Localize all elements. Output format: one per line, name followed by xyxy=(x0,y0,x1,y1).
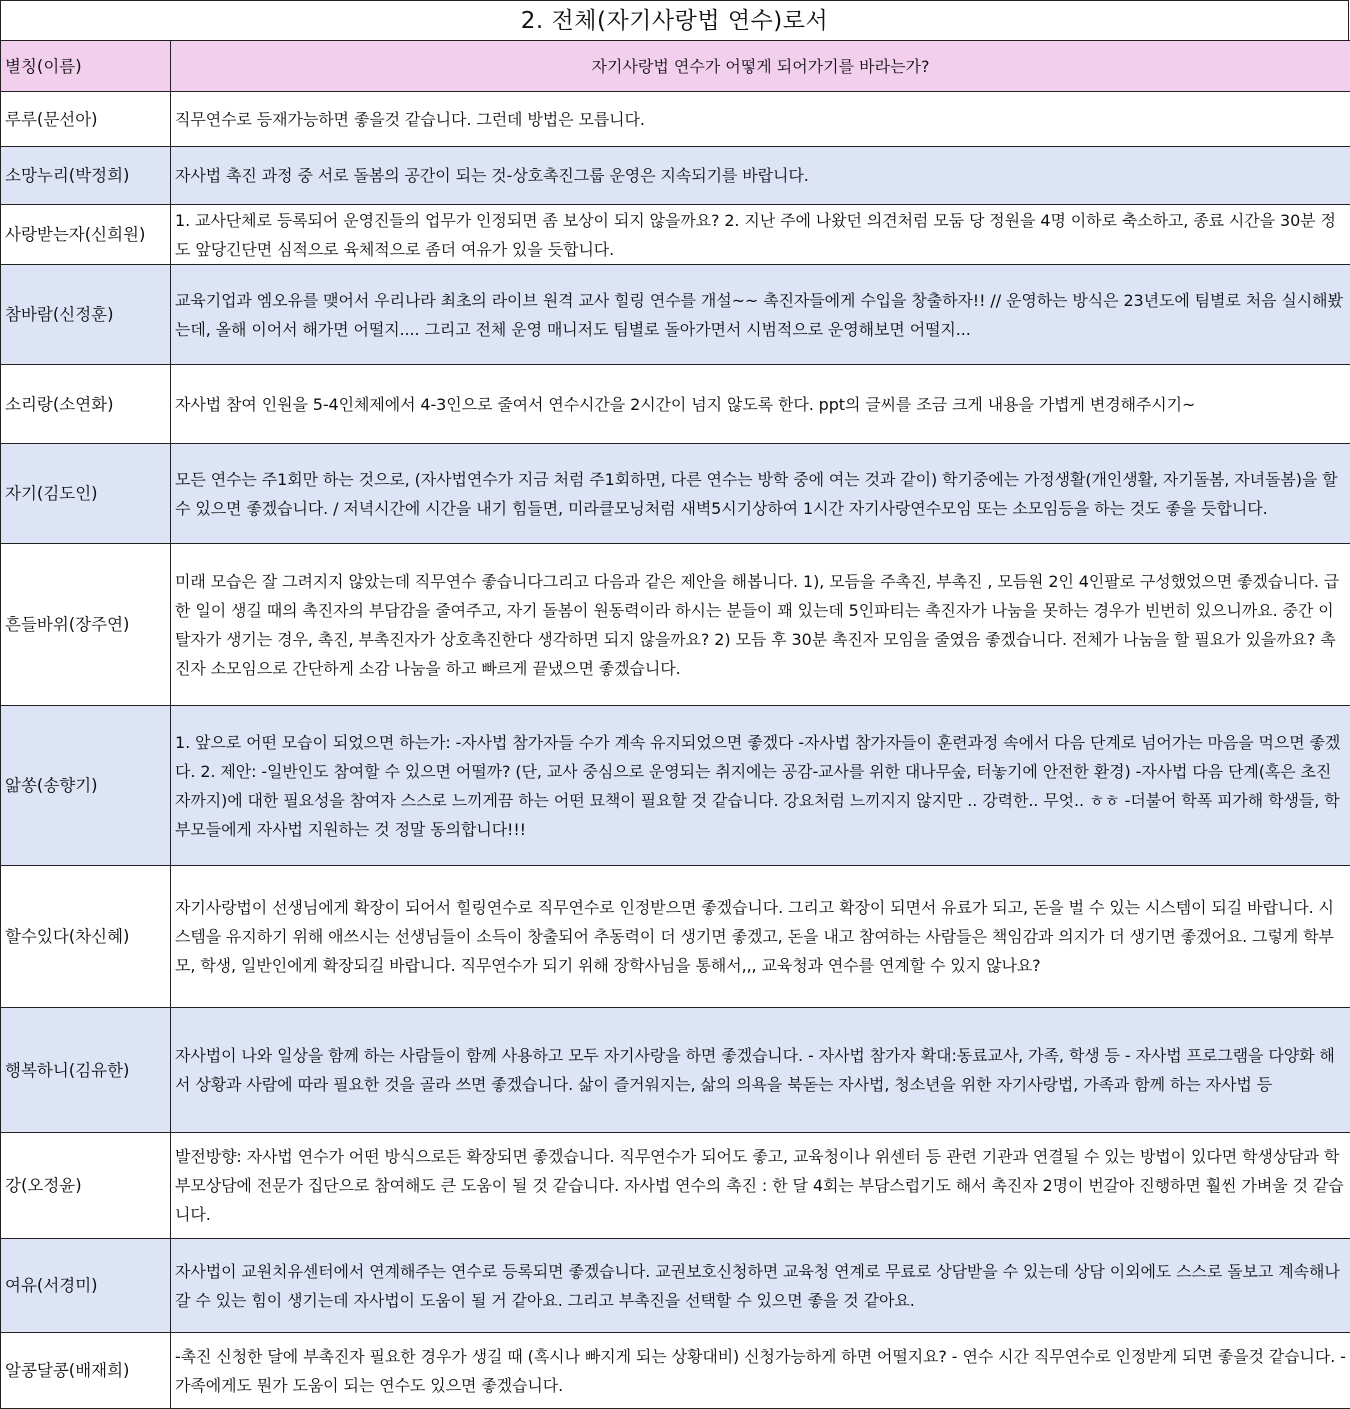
name-cell[interactable]: 앎쏭(송향기) xyxy=(1,706,171,866)
response-cell[interactable]: 자사법 촉진 과정 중 서로 돌봄의 공간이 되는 것-상호촉진그룹 운영은 지속되기를 바랍니다. xyxy=(171,147,1350,205)
table-row xyxy=(1,365,1350,444)
response-cell[interactable]: 자사법이 나와 일상을 함께 하는 사람들이 함께 사용하고 모두 자기사랑을 하면 좋겠습니다. - 자사법 참가자 확대:동료교사, 가족, 학생 등 - 자사법 프로그램을 다양화 해서 상황과 사람에 따라 필요한 것을 골라 쓰면 좋겠습니다. 삶이 즐거워지는, 삶의 의욕을 북돋는 자사법, 청소년을 위한 자기사랑법, 가족과 함께 하는 자사법 등 xyxy=(171,1008,1350,1133)
response-cell[interactable]: 교육기업과 엠오유를 맺어서 우리나라 최초의 라이브 원격 교사 힐링 연수를 개설~~ 촉진자들에게 수입을 창출하자!! // 운영하는 방식은 23년도에 팀별로 처음 실시해봤는데, 올해 이어서 해가면 어떨지.... 그리고 전체 운영 매니저도 팀별로 돌아가면서 시범적으로 운영해보면 어떨지... xyxy=(171,265,1350,365)
table-row xyxy=(1,205,1350,265)
name-cell[interactable]: 참바람(신정훈) xyxy=(1,265,171,365)
response-cell[interactable]: 1. 교사단체로 등록되어 운영진들의 업무가 인정되면 좀 보상이 되지 않을까요? 2. 지난 주에 나왔던 의견처럼 모둠 당 정원을 4명 이하로 축소하고, 종료 시간을 30분 정도 앞당긴단면 심적으로 육체적으로 좀더 여유가 있을 듯합니다. xyxy=(171,205,1350,265)
sheet-title: 2. 전체(자기사랑법 연수)로서 xyxy=(0,0,1349,40)
name-cell[interactable]: 행복하니(김유한) xyxy=(1,1008,171,1133)
table-row xyxy=(1,1008,1350,1133)
table-row xyxy=(1,444,1350,544)
table-header-row xyxy=(1,41,1350,92)
table-row xyxy=(1,706,1350,866)
response-cell[interactable]: 자사법 참여 인원을 5-4인체제에서 4-3인으로 줄여서 연수시간을 2시간이 넘지 않도록 한다. ppt의 글씨를 조금 크게 내용을 가볍게 변경해주시기~ xyxy=(171,365,1350,444)
response-cell[interactable]: 1. 앞으로 어떤 모습이 되었으면 하는가: -자사법 참가자들 수가 계속 유지되었으면 좋겠다 -자사법 참가자들이 훈련과정 속에서 다음 단계로 넘어가는 마음을 먹으면 좋겠다. 2. 제안: -일반인도 참여할 수 있으면 어떨까? (단, 교사 중심으로 운영되는 취지에는 공감-교사를 위한 대나무숲, 터놓기에 안전한 환경) -자사법 다음 단계(혹은 초진자까지)에 대한 필요성을 참여자 스스로 느끼게끔 하는 어떤 묘책이 필요할 것 같습니다. 강요처럼 느끼지지 않지만 .. 강력한.. 무엇.. ㅎㅎ -더불어 학폭 피가해 학생들, 학부모들에게 자사법 지원하는 것 정말 동의합니다!!! xyxy=(171,706,1350,866)
name-cell[interactable]: 흔들바위(장주연) xyxy=(1,544,171,706)
survey-table xyxy=(0,40,1350,1409)
response-cell[interactable]: 발전방향: 자사법 연수가 어떤 방식으로든 확장되면 좋겠습니다. 직무연수가 되어도 좋고, 교육청이나 위센터 등 관련 기관과 연결될 수 있는 방법이 있다면 학생상담과 학부모상담에 전문가 집단으로 참여해도 큰 도움이 될 것 같습니다. 자사법 연수의 촉진 : 한 달 4회는 부담스럽기도 해서 촉진자 2명이 번갈아 진행하면 훨씬 가벼울 것 같습니다. xyxy=(171,1133,1350,1239)
response-cell[interactable]: 직무연수로 등재가능하면 좋을것 같습니다. 그런데 방법은 모릅니다. xyxy=(171,92,1350,147)
name-cell[interactable]: 강(오정윤) xyxy=(1,1133,171,1239)
table-row xyxy=(1,265,1350,365)
response-cell[interactable]: 미래 모습은 잘 그려지지 않았는데 직무연수 좋습니다그리고 다음과 같은 제안을 해봅니다. 1), 모듬을 주촉진, 부촉진 , 모듬원 2인 4인팔로 구성했었으면 좋겠습니다. 급한 일이 생길 때의 촉진자의 부담감을 줄여주고, 자기 돌봄이 원동력이라 하시는 분들이 꽤 있는데 5인파티는 촉진자가 나눔을 못하는 경우가 빈번히 있으니까요. 중간 이탈자가 생기는 경우, 촉진, 부촉진자가 상호촉진한다 생각하면 되지 않을까요? 2) 모듬 후 30분 촉진자 모임을 줄였음 좋겠습니다. 전체가 나눔을 할 필요가 있을까요? 촉진자 소모임으로 간단하게 소감 나눔을 하고 빠르게 끝냈으면 좋겠습니다. xyxy=(171,544,1350,706)
table-row xyxy=(1,1239,1350,1333)
name-cell[interactable]: 소망누리(박정희) xyxy=(1,147,171,205)
name-cell[interactable]: 루루(문선아) xyxy=(1,92,171,147)
response-cell[interactable]: -촉진 신청한 달에 부촉진자 필요한 경우가 생길 때 (혹시나 빠지게 되는 상황대비) 신청가능하게 하면 어떨지요? - 연수 시간 직무연수로 인정받게 되면 좋을것 같습니다. -가족에게도 뭔가 도움이 되는 연수도 있으면 좋겠습니다. xyxy=(171,1333,1350,1409)
response-cell[interactable]: 자기사랑법이 선생님에게 확장이 되어서 힐링연수로 직무연수로 인정받으면 좋겠습니다. 그리고 확장이 되면서 유료가 되고, 돈을 벌 수 있는 시스템이 되길 바랍니다. 시스템을 유지하기 위해 애쓰시는 선생님들이 소득이 창출되어 추동력이 더 생기면 좋겠고, 돈을 내고 참여하는 사람들은 책임감과 의지가 더 생기면 좋겠어요. 그렇게 학부모, 학생, 일반인에게 확장되길 바랍니다. 직무연수가 되기 위해 장학사님을 통해서,,, 교육청과 연수를 연계할 수 있지 않나요? xyxy=(171,866,1350,1008)
header-name-cell[interactable]: 별칭(이름) xyxy=(1,41,171,92)
table-row xyxy=(1,544,1350,706)
response-cell[interactable]: 모든 연수는 주1회만 하는 것으로, (자사법연수가 지금 처럼 주1회하면, 다른 연수는 방학 중에 여는 것과 같이) 학기중에는 가정생활(개인생활, 자기돌봄, 자녀돌봄)을 할 수 있으면 좋겠습니다. / 저녁시간에 시간을 내기 힘들면, 미라클모닝처럼 새벽5시기상하여 1시간 자기사랑연수모임 또는 소모임등을 하는 것도 좋을 듯합니다. xyxy=(171,444,1350,544)
header-question-cell[interactable]: 자기사랑법 연수가 어떻게 되어가기를 바라는가? xyxy=(171,41,1350,92)
name-cell[interactable]: 알콩달콩(배재희) xyxy=(1,1333,171,1409)
table-row xyxy=(1,1133,1350,1239)
table-row xyxy=(1,92,1350,147)
response-cell[interactable]: 자사법이 교원치유센터에서 연계해주는 연수로 등록되면 좋겠습니다. 교권보호신청하면 교육청 연계로 무료로 상담받을 수 있는데 상담 이외에도 스스로 돌보고 계속해나갈 수 있는 힘이 생기는데 자사법이 도움이 될 거 같아요. 그리고 부촉진을 선택할 수 있으면 좋을 것 같아요. xyxy=(171,1239,1350,1333)
name-cell[interactable]: 소리랑(소연화) xyxy=(1,365,171,444)
name-cell[interactable]: 자기(김도인) xyxy=(1,444,171,544)
table-row xyxy=(1,147,1350,205)
table-row xyxy=(1,1333,1350,1409)
name-cell[interactable]: 사랑받는자(신희원) xyxy=(1,205,171,265)
name-cell[interactable]: 할수있다(차신혜) xyxy=(1,866,171,1008)
name-cell[interactable]: 여유(서경미) xyxy=(1,1239,171,1333)
table-row xyxy=(1,866,1350,1008)
